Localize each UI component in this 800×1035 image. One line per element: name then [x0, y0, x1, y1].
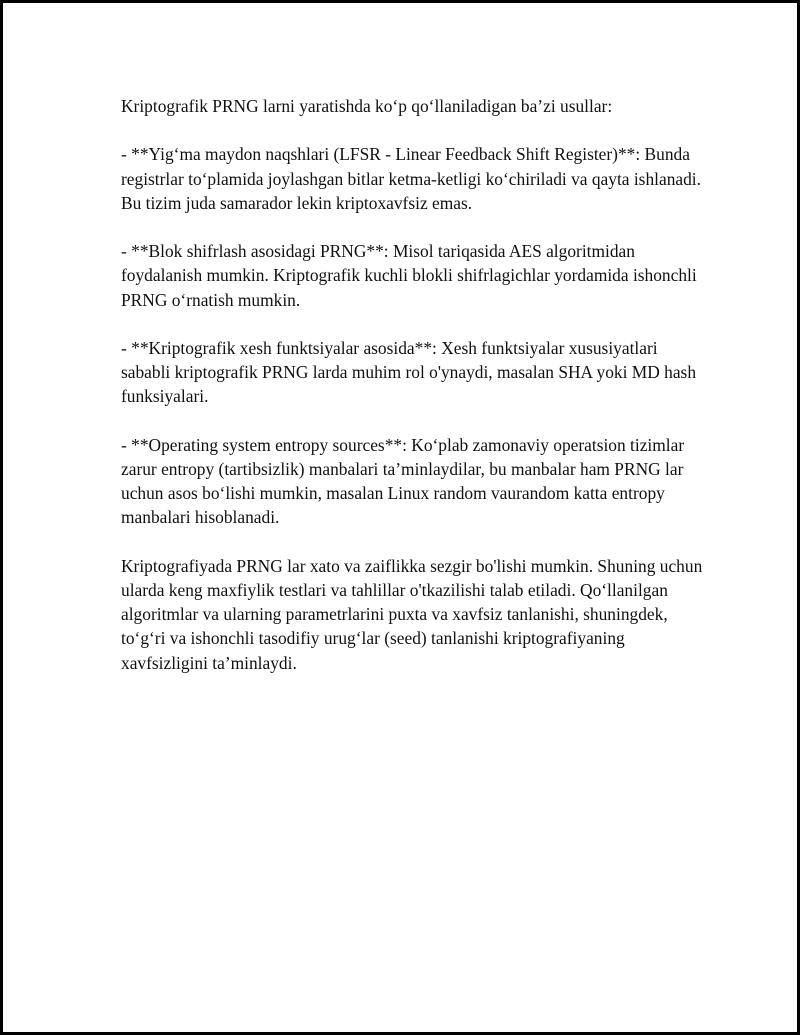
list-item-hash-functions: - **Kriptografik xesh funktsiyalar asosida**: Xesh funktsiyalar xususiyatlari sababli kriptografik PRNG larda muhim rol o'ynaydi, masalan SHA yoki MD hash funksiyalari.	[121, 337, 697, 407]
intro-paragraph: Kriptografik PRNG larni yaratishda ko‘p qo‘llaniladigan ba’zi usullar:	[121, 96, 613, 116]
list-item-block-cipher: - **Blok shifrlash asosidagi PRNG**: Misol tariqasida AES algoritmidan foydalanish mumkin. Kriptografik kuchli blokli shifrlagichlar yordamida ishonchli PRNG o‘rnatish mumkin.	[121, 241, 697, 310]
list-item-lfsr: - **Yig‘ma maydon naqshlari (LFSR - Linear Feedback Shift Register)**: Bunda registrlar to‘plamida joylashgan bitlar ketma-ketligi ko‘chiriladi va qayta ishlanadi. Bu tizim juda samarador lekin kriptoxavfsiz emas.	[121, 144, 701, 213]
document-body	[121, 94, 711, 699]
list-item-os-entropy: - **Operating system entropy sources**: Ko‘plab zamonaviy operatsion tizimlar zarur entropy (tartibsizlik) manbalari ta’minlaydilar, bu manbalar ham PRNG lar uchun asos bo‘lishi mumkin, masalan Linux random vaurandom katta entropy manbalari hisoblanadi.	[121, 434, 685, 528]
conclusion-paragraph: Kriptografiyada PRNG lar xato va zaiflikka sezgir bo'lishi mumkin. Shuning uchun ularda keng maxfiylik testlari va tahlillar o'tkazilishi talab etiladi. Qo‘llanilgan algoritmlar va ularning parametrlarini puxta va xavfsiz tanlanishi, shuningdek, to‘g‘ri va ishonchli tasodifiy urug‘lar (seed) tanlanishi kriptografiyaning xavfsizligini ta’minlaydi.	[121, 555, 703, 673]
